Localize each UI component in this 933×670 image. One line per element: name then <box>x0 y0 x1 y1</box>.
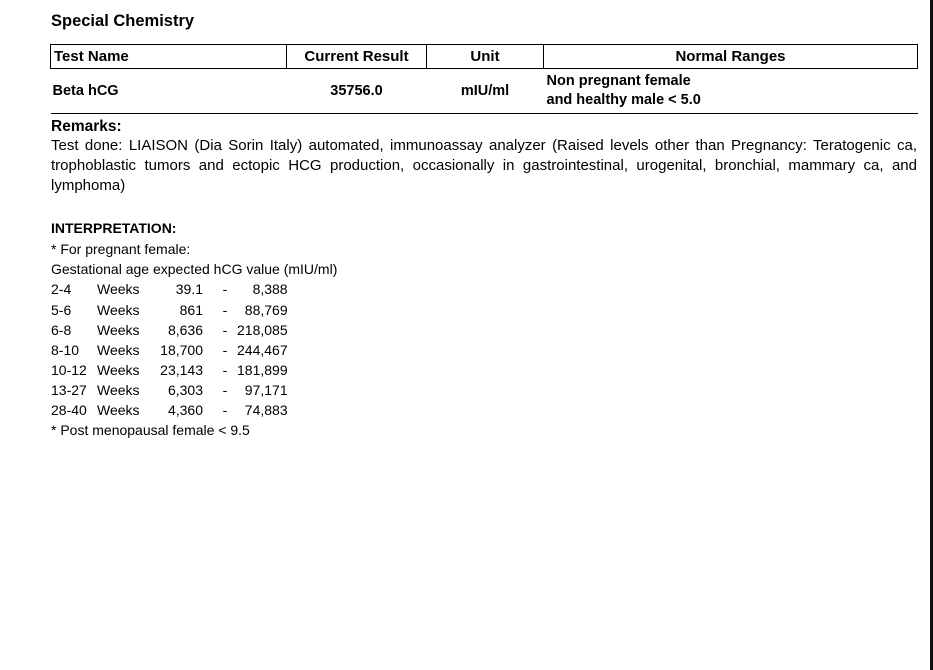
hcg-high-value: 181,899 <box>237 361 288 378</box>
table-row <box>51 380 288 400</box>
week-unit: Weeks <box>97 361 140 378</box>
normal-range-line-2: and healthy male < 5.0 <box>546 92 701 108</box>
week-unit: Weeks <box>97 321 140 338</box>
current-result-cell: 35756.0 <box>287 69 427 114</box>
range-dash: - <box>222 381 228 398</box>
interpretation-title: INTERPRETATION: <box>51 220 177 236</box>
hcg-high-value: 244,467 <box>237 341 288 358</box>
hcg-low-value: 18,700 <box>160 341 203 358</box>
pregnant-note: * For pregnant female: <box>51 241 191 257</box>
gestational-age-table <box>51 279 288 420</box>
range-dash: - <box>222 401 228 418</box>
remarks-text: Test done: LIAISON (Dia Sorin Italy) automated, immunoassay analyzer (Raised levels other than Pregnancy: Teratogenic ca, trophoblastic tumors and ectopic HCG production, occasionally in gastrointestinal, urogenital, bronchial, mammary ca, and lymphoma) <box>51 137 917 194</box>
hcg-low-value: 4,360 <box>167 401 203 418</box>
hcg-high-value: 218,085 <box>237 321 288 338</box>
normal-range-cell <box>544 69 918 114</box>
test-name-cell: Beta hCG <box>51 69 287 114</box>
hcg-high-value: 8,388 <box>252 281 288 298</box>
week-range: 13-27 <box>51 381 87 398</box>
table-row <box>51 320 288 340</box>
range-dash: - <box>222 281 228 298</box>
week-range: 10-12 <box>51 361 87 378</box>
table-row <box>51 340 288 360</box>
week-unit: Weeks <box>97 341 140 358</box>
range-dash: - <box>222 361 228 378</box>
postmenopausal-note: * Post menopausal female < 9.5 <box>51 422 250 439</box>
gestational-table-header: Gestational age expected hCG value (mIU/ml) <box>51 261 338 278</box>
section-title: Special Chemistry <box>51 12 195 30</box>
week-unit: Weeks <box>97 381 140 398</box>
hcg-low-value: 39.1 <box>175 281 203 298</box>
unit-cell: mIU/ml <box>427 69 544 114</box>
range-dash: - <box>222 301 228 318</box>
header-test-name: Test Name <box>51 45 287 69</box>
table-row <box>51 299 288 319</box>
week-range: 8-10 <box>51 341 80 358</box>
week-range: 5-6 <box>51 301 72 318</box>
hcg-high-value: 74,883 <box>244 401 288 418</box>
hcg-low-value: 861 <box>179 301 203 318</box>
week-range: 6-8 <box>51 321 72 338</box>
hcg-low-value: 8,636 <box>167 321 203 338</box>
header-current-result: Current Result <box>287 45 427 69</box>
hcg-high-value: 88,769 <box>244 301 288 318</box>
week-unit: Weeks <box>97 301 140 318</box>
hcg-high-value: 97,171 <box>244 381 288 398</box>
remarks-label: Remarks: <box>51 118 122 135</box>
range-dash: - <box>222 341 228 358</box>
week-range: 2-4 <box>51 281 72 298</box>
result-row <box>51 69 918 114</box>
week-unit: Weeks <box>97 281 140 298</box>
normal-range-line-1: Non pregnant female <box>546 73 691 89</box>
hcg-low-value: 6,303 <box>167 381 203 398</box>
hcg-low-value: 23,143 <box>160 361 203 378</box>
range-dash: - <box>222 321 228 338</box>
interpretation-section <box>51 220 337 440</box>
table-row <box>51 279 288 299</box>
header-normal-ranges: Normal Ranges <box>544 45 918 69</box>
week-range: 28-40 <box>51 401 87 418</box>
result-table-header-row <box>51 45 918 69</box>
header-unit: Unit <box>427 45 544 69</box>
result-table <box>50 44 918 114</box>
week-unit: Weeks <box>97 401 140 418</box>
table-row <box>51 400 288 420</box>
table-row <box>51 360 288 380</box>
